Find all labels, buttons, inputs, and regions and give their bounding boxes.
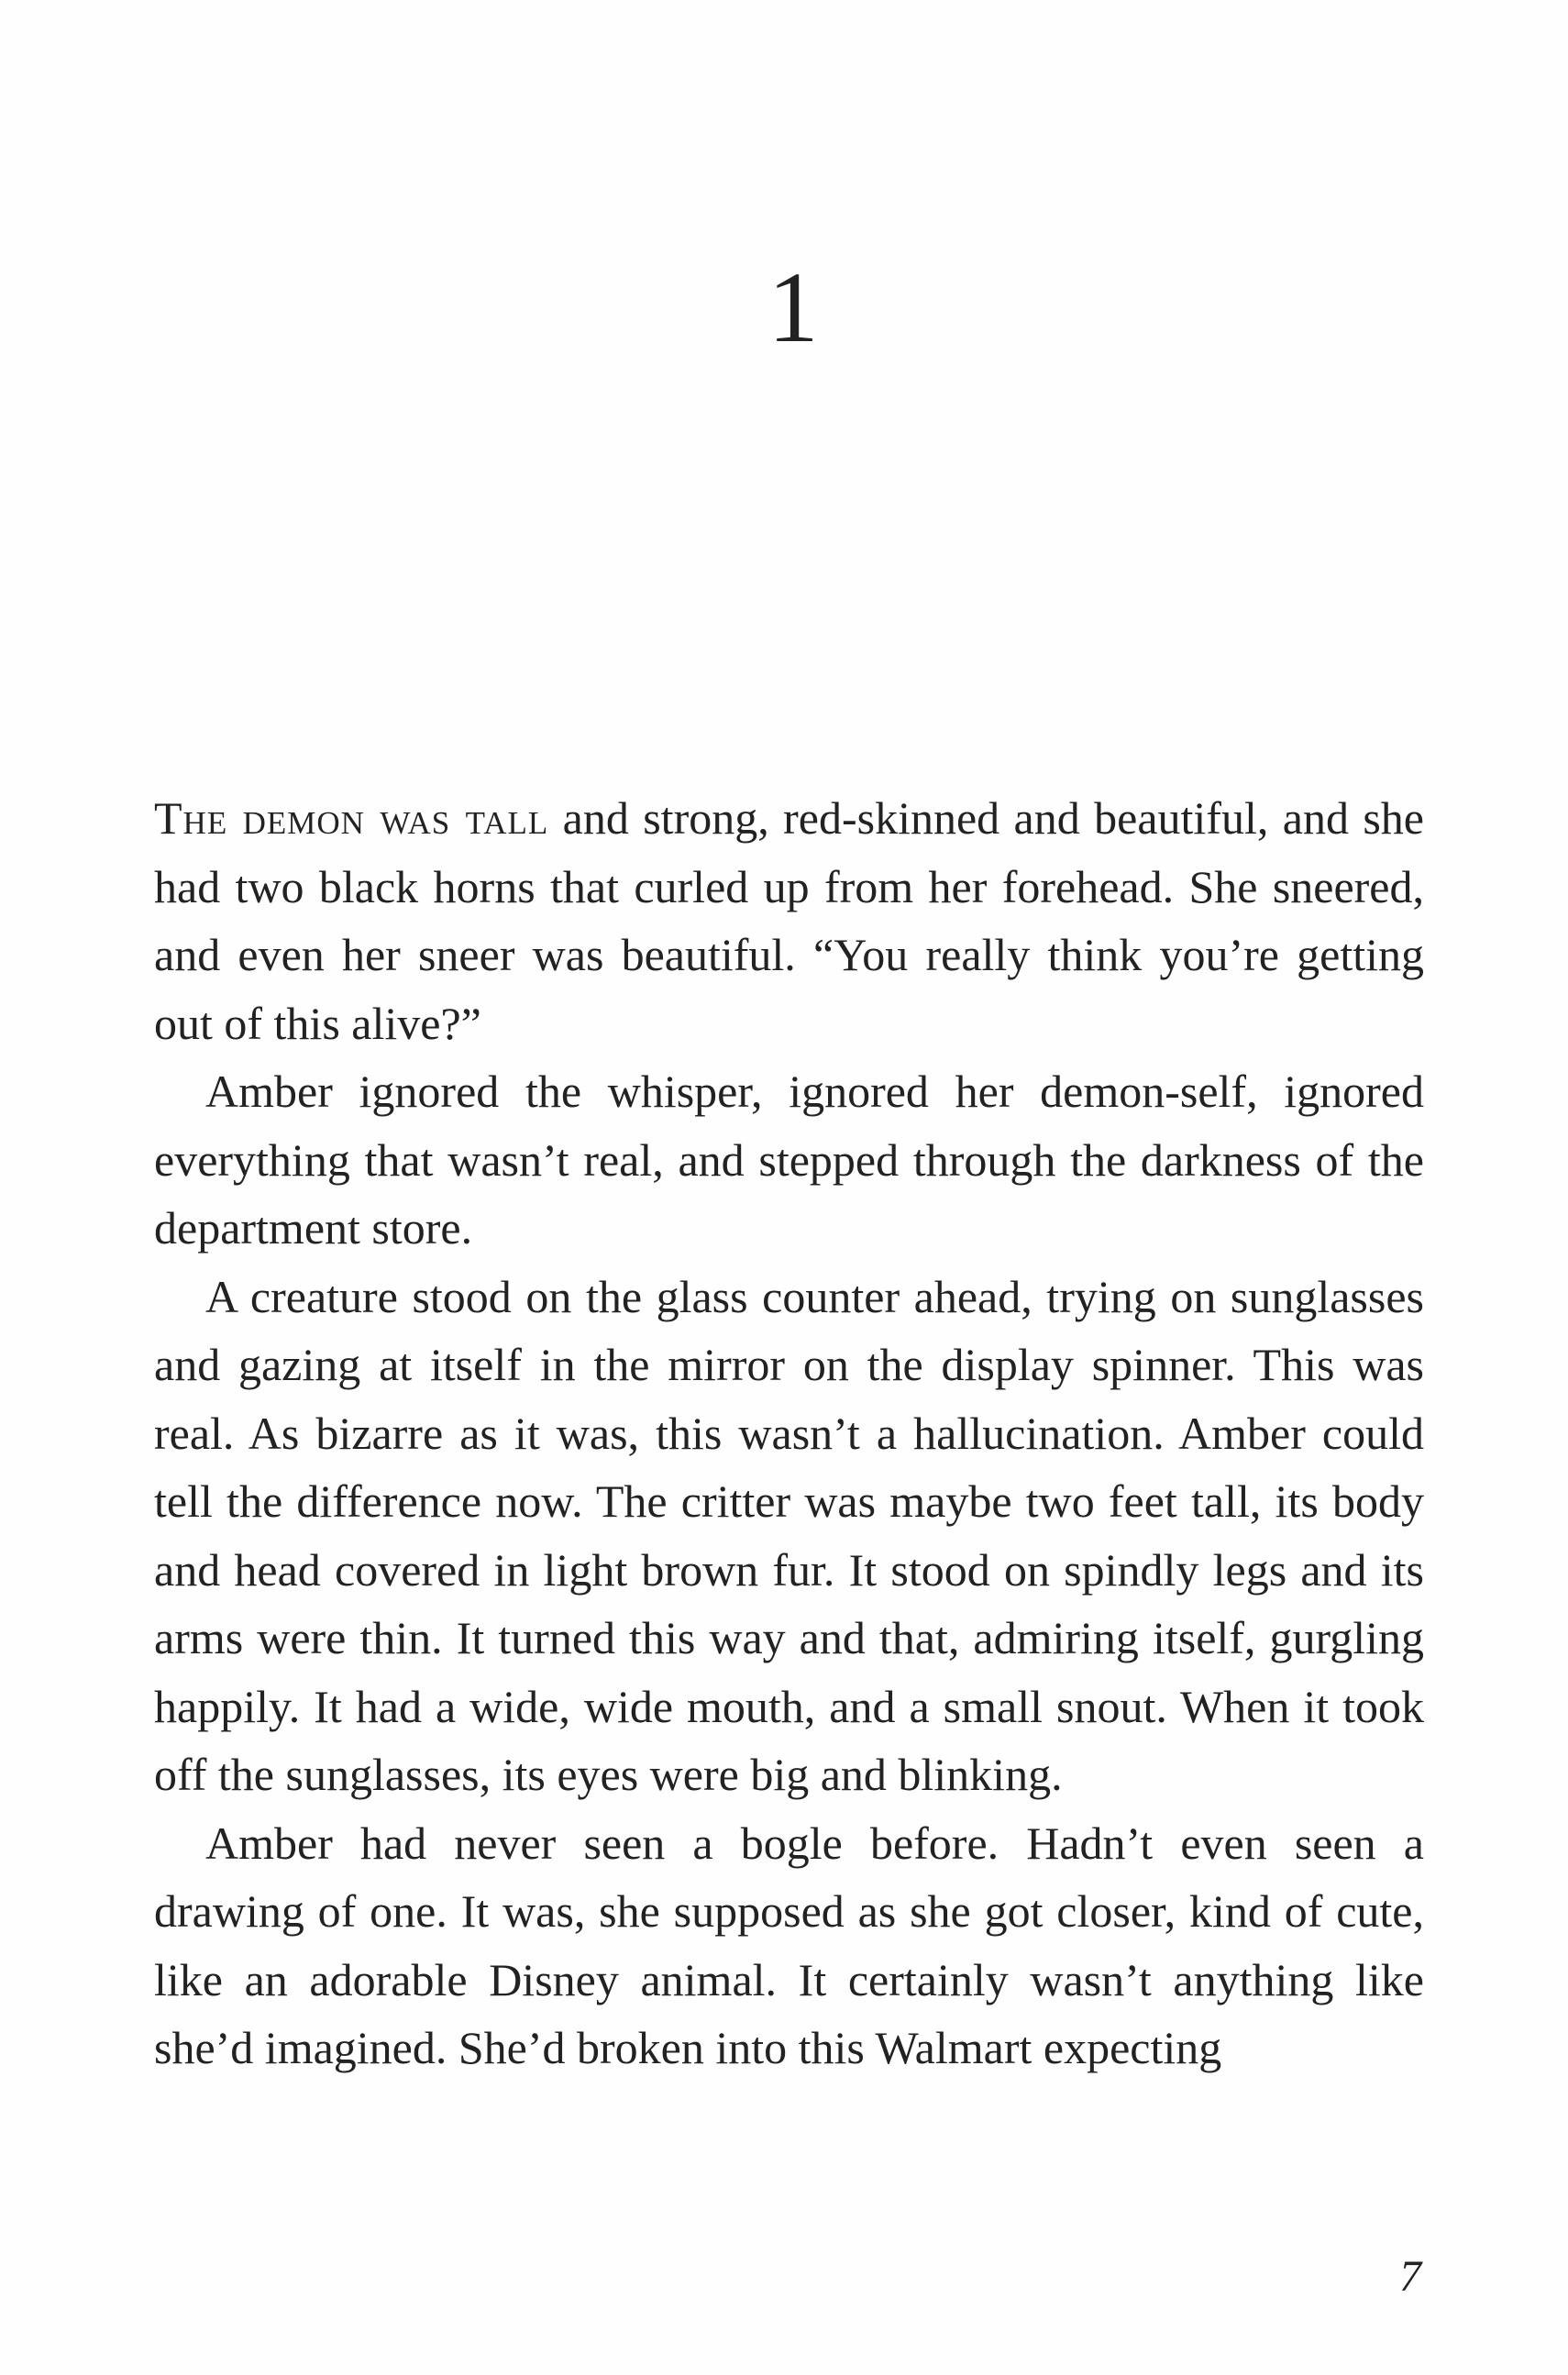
paragraph: Amber ignored the whisper, ignored her demon-self, ignored everything that wasn’t real, and stepped through the darkness of the department store. [154, 1066, 1424, 1254]
paragraph-text: and strong, red-skinned and beautiful, and she had two black horns that curled up from her forehead. She sneered, and even her sneer was beautiful. “You really think you’re getting out of this alive?” [154, 792, 1424, 1049]
chapter-body [154, 784, 1424, 2082]
opening-small-caps: The demon was tall [154, 792, 549, 844]
paragraph [154, 784, 1424, 1057]
chapter-number: 1 [767, 251, 819, 363]
paragraph: Amber had never seen a bogle before. Hadn’t even seen a drawing of one. It was, she supposed as she got closer, kind of cute, like an adorable Disney animal. It certainly wasn’t anything like she’d imagined. She’d broken into this Walmart expecting [154, 1817, 1424, 2073]
page-number: 7 [1399, 2252, 1421, 2301]
paragraph: A creature stood on the glass counter ahead, trying on sunglasses and gazing at itself in the mirror on the display spinner. This was real. As bizarre as it was, this wasn’t a hallucination. Amber could tell the difference now. The critter was maybe two feet tall, its body and head covered in light brown fur. It stood on spindly legs and its arms were thin. It turned this way and that, admiring itself, gurgling happily. It had a wide, wide mouth, and a small snout. When it took off the sunglasses, its eyes were big and blinking. [154, 1270, 1424, 1800]
